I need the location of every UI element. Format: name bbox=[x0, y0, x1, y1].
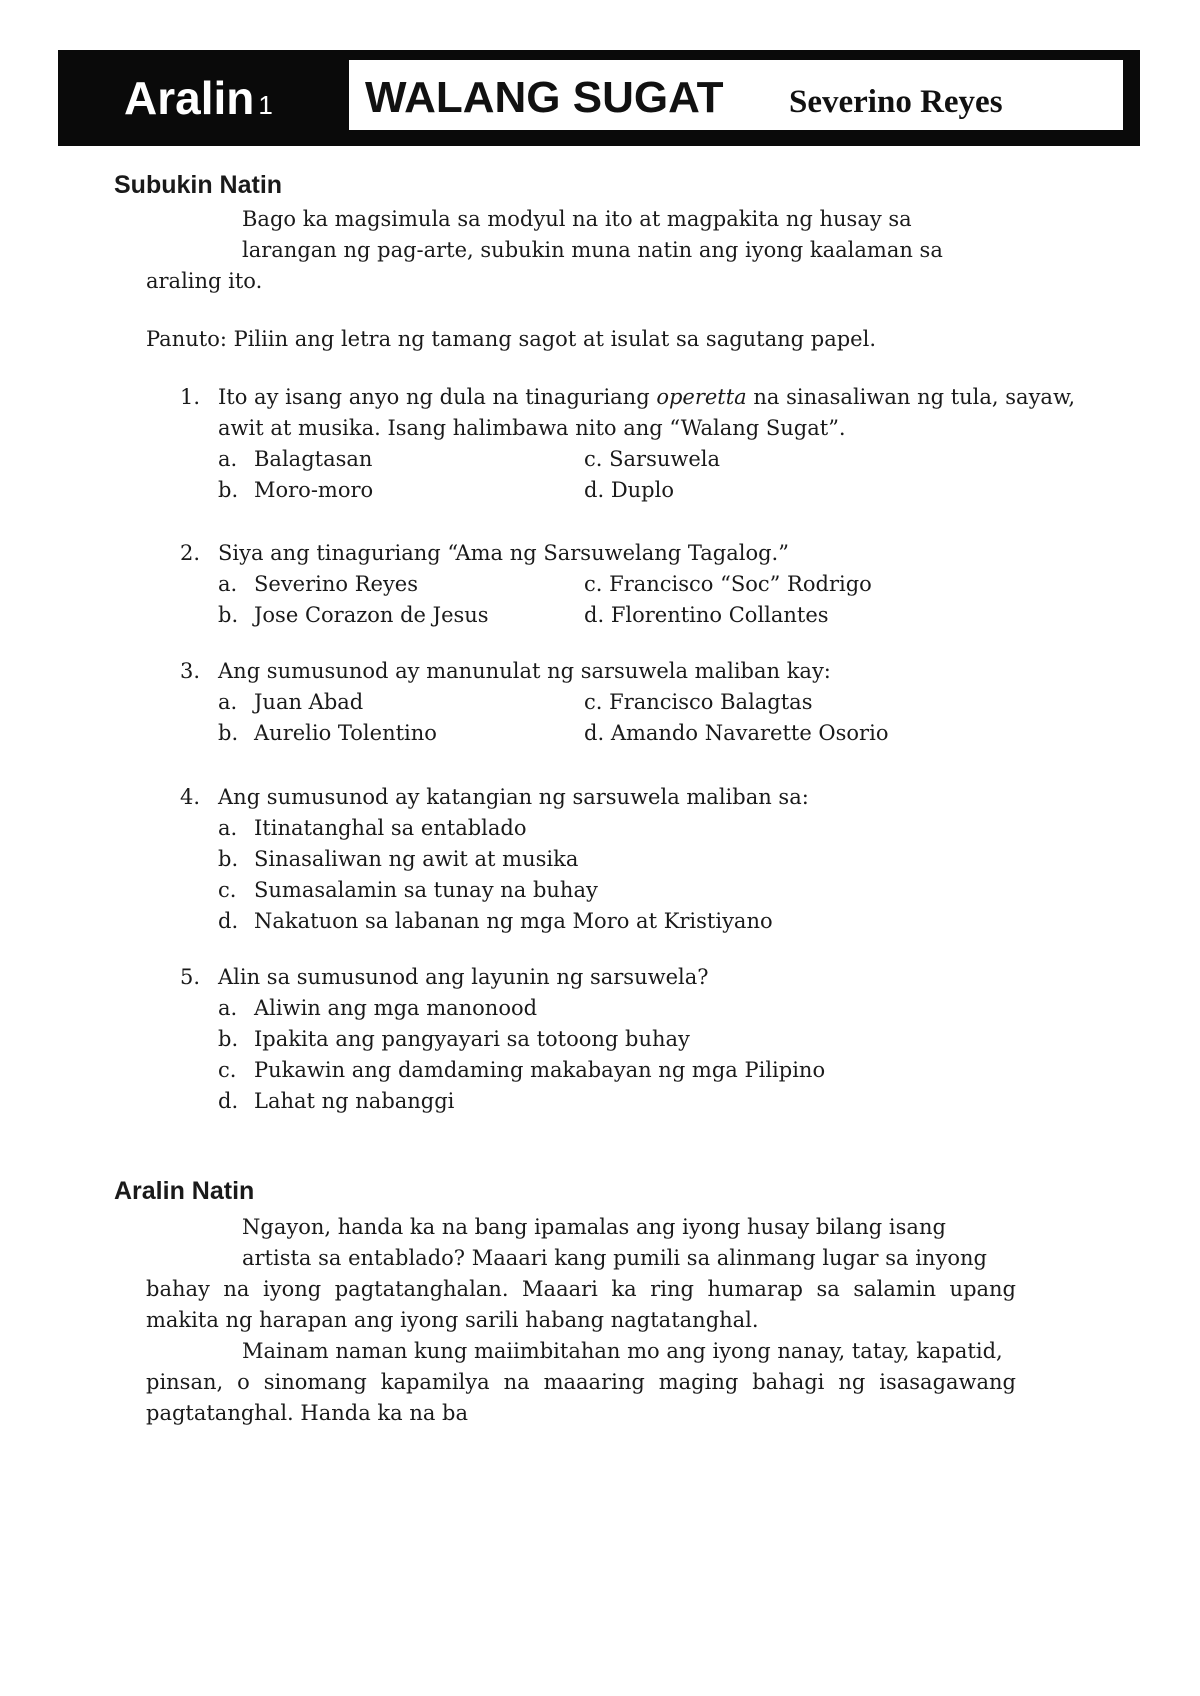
option-d bbox=[218, 906, 773, 937]
question-1 bbox=[180, 382, 1080, 506]
option-c bbox=[584, 444, 720, 475]
options bbox=[218, 444, 1080, 506]
subukin-intro bbox=[146, 204, 1016, 297]
option-text: Francisco “Soc” Rodrigo bbox=[609, 572, 872, 596]
option-letter: d. bbox=[218, 909, 239, 933]
option-letter: c. bbox=[218, 878, 237, 902]
option-d bbox=[584, 718, 888, 749]
option-text: Pukawin ang damdaming makabayan ng mga Pilipino bbox=[254, 1058, 826, 1082]
option-text: Sumasalamin sa tunay na buhay bbox=[254, 878, 598, 902]
option-d bbox=[218, 1086, 454, 1117]
option-letter: a. bbox=[218, 996, 238, 1020]
lesson-title: WALANG SUGAT bbox=[365, 73, 724, 122]
question-text: Alin sa sumusunod ang layunin ng sarsuwela? bbox=[218, 965, 709, 989]
option-text: Nakatuon sa labanan ng mga Moro at Kristiyano bbox=[254, 909, 773, 933]
option-letter: d. bbox=[218, 1089, 239, 1113]
option-letter: c. bbox=[584, 572, 603, 596]
options bbox=[218, 993, 1080, 1117]
question-number: 1. bbox=[180, 385, 201, 409]
question-text-italic: operetta bbox=[656, 385, 747, 409]
aralin-p2-rest: pinsan, o sinomang kapamilya na maaaring maging bahagi ng isasagawang pagtatanghal. Handa ka na ba bbox=[146, 1370, 1016, 1425]
option-text: Severino Reyes bbox=[254, 572, 419, 596]
question-text bbox=[218, 382, 1080, 444]
aralin-paragraph-1 bbox=[146, 1212, 1016, 1336]
question-number: 3. bbox=[180, 659, 201, 683]
option-letter: b. bbox=[218, 478, 239, 502]
title-box bbox=[346, 57, 1126, 133]
aralin-paragraph-2 bbox=[146, 1336, 1016, 1429]
aralin-p1-rest: bahay na iyong pagtatanghalan. Maaari ka ring humarap sa salamin upang makita ng harapan ang iyong sarili habang nagtatanghal. bbox=[146, 1277, 1016, 1332]
lesson-word: Aralin bbox=[124, 72, 255, 124]
question-text: Ang sumusunod ay katangian ng sarsuwela maliban sa: bbox=[218, 785, 809, 809]
lesson-header bbox=[58, 50, 1140, 146]
option-text: Florentino Collantes bbox=[610, 603, 829, 627]
option-text: Ipakita ang pangyayari sa totoong buhay bbox=[254, 1027, 690, 1051]
option-text: Aurelio Tolentino bbox=[254, 721, 437, 745]
question-text: Siya ang tinaguriang “Ama ng Sarsuwelang Tagalog.” bbox=[218, 541, 789, 565]
question-number: 4. bbox=[180, 785, 201, 809]
option-b bbox=[218, 600, 489, 631]
question-number: 5. bbox=[180, 965, 201, 989]
option-letter: d. bbox=[584, 478, 605, 502]
instructions: Panuto: Piliin ang letra ng tamang sagot at isulat sa sagutang papel. bbox=[146, 327, 877, 351]
options bbox=[218, 569, 1080, 631]
option-letter: b. bbox=[218, 847, 239, 871]
option-text: Balagtasan bbox=[254, 447, 373, 471]
question-4 bbox=[180, 782, 1080, 937]
option-text: Sarsuwela bbox=[609, 447, 721, 471]
option-letter: b. bbox=[218, 1027, 239, 1051]
option-text: Jose Corazon de Jesus bbox=[254, 603, 489, 627]
option-a bbox=[218, 687, 363, 718]
option-text: Aliwin ang mga manonood bbox=[254, 996, 538, 1020]
option-d bbox=[584, 475, 674, 506]
question-3 bbox=[180, 656, 1080, 749]
question-text: Ang sumusunod ay manunulat ng sarsuwela maliban kay: bbox=[218, 659, 831, 683]
aralin-p2-first: Mainam naman kung maiimbitahan mo ang iyong nanay, tatay, kapatid, bbox=[242, 1339, 1003, 1363]
question-2 bbox=[180, 538, 1080, 631]
option-text: Amando Navarette Osorio bbox=[610, 721, 889, 745]
option-letter: d. bbox=[584, 721, 605, 745]
question-number: 2. bbox=[180, 541, 201, 565]
option-letter: d. bbox=[584, 603, 605, 627]
lesson-label bbox=[124, 72, 273, 131]
option-letter: a. bbox=[218, 447, 238, 471]
option-text: Duplo bbox=[610, 478, 674, 502]
option-text: Sinasaliwan ng awit at musika bbox=[254, 847, 579, 871]
lesson-author: Severino Reyes bbox=[789, 84, 1003, 120]
aralin-line-2: artista sa entablado? Maaari kang pumili sa alinmang lugar sa inyong bbox=[242, 1246, 987, 1270]
intro-line-2: larangan ng pag-arte, subukin muna natin ang iyong kaalaman sa bbox=[242, 238, 943, 262]
option-a bbox=[218, 569, 418, 600]
subukin-heading: Subukin Natin bbox=[114, 171, 283, 199]
question-text-part: na sinasaliwan ng tula, sayaw, awit at musika. Isang halimbawa nito ang “Walang Sugat”. bbox=[218, 385, 1076, 440]
option-letter: c. bbox=[584, 690, 603, 714]
option-a bbox=[218, 444, 372, 475]
options bbox=[218, 687, 1080, 749]
option-letter: b. bbox=[218, 721, 239, 745]
intro-line-1: Bago ka magsimula sa modyul na ito at magpakita ng husay sa bbox=[242, 207, 912, 231]
option-b bbox=[218, 475, 373, 506]
option-text: Lahat ng nabanggi bbox=[254, 1089, 455, 1113]
options bbox=[218, 813, 1080, 937]
option-letter: a. bbox=[218, 572, 238, 596]
option-a bbox=[218, 813, 527, 844]
question-text-part: Ito ay isang anyo ng dula na tinaguriang bbox=[218, 385, 657, 409]
lesson-number: 1 bbox=[258, 90, 273, 120]
aralin-line-1: Ngayon, handa ka na bang ipamalas ang iyong husay bilang isang bbox=[242, 1215, 946, 1239]
option-letter: b. bbox=[218, 603, 239, 627]
option-c bbox=[584, 569, 872, 600]
option-d bbox=[584, 600, 829, 631]
option-c bbox=[584, 687, 812, 718]
option-c bbox=[218, 1055, 825, 1086]
option-letter: a. bbox=[218, 816, 238, 840]
option-letter: c. bbox=[584, 447, 603, 471]
option-b bbox=[218, 718, 437, 749]
option-b bbox=[218, 844, 578, 875]
question-5 bbox=[180, 962, 1080, 1117]
option-text: Moro-moro bbox=[254, 478, 374, 502]
option-letter: c. bbox=[218, 1058, 237, 1082]
option-text: Itinatanghal sa entablado bbox=[254, 816, 527, 840]
option-text: Francisco Balagtas bbox=[609, 690, 813, 714]
option-letter: a. bbox=[218, 690, 238, 714]
aralin-heading: Aralin Natin bbox=[114, 1177, 255, 1205]
option-b bbox=[218, 1024, 690, 1055]
option-a bbox=[218, 993, 537, 1024]
intro-line-3: araling ito. bbox=[146, 269, 263, 293]
option-text: Juan Abad bbox=[254, 690, 364, 714]
option-c bbox=[218, 875, 598, 906]
